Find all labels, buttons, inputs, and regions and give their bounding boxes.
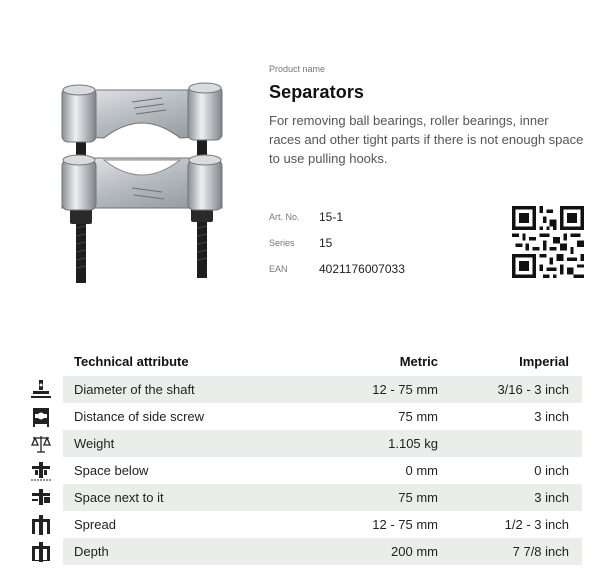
cell-attribute: Weight xyxy=(74,436,115,451)
cell-imperial: 0 inch xyxy=(534,463,569,478)
ean-label: EAN xyxy=(269,264,288,274)
art-no-row xyxy=(269,204,405,230)
space-next-icon xyxy=(30,487,52,509)
table-row xyxy=(0,430,600,457)
table-row xyxy=(0,376,600,403)
cell-imperial: 7 7/8 inch xyxy=(512,544,569,559)
product-header xyxy=(269,64,589,168)
depth-icon xyxy=(30,541,52,563)
table-row xyxy=(0,484,600,511)
cell-metric: 12 - 75 mm xyxy=(372,382,438,397)
cell-metric: 12 - 75 mm xyxy=(372,517,438,532)
cell-metric: 200 mm xyxy=(391,544,438,559)
cell-metric: 1.105 kg xyxy=(388,436,438,451)
scale-icon xyxy=(30,433,52,455)
cell-imperial: 3 inch xyxy=(534,490,569,505)
art-no-value: 15-1 xyxy=(319,210,344,224)
cell-attribute: Diameter of the shaft xyxy=(74,382,195,397)
cell-attribute: Spread xyxy=(74,517,116,532)
product-meta xyxy=(269,204,405,282)
cell-attribute: Depth xyxy=(74,544,109,559)
cell-attribute: Space next to it xyxy=(74,490,164,505)
table-row xyxy=(0,457,600,484)
cell-imperial: 1/2 - 3 inch xyxy=(504,517,569,532)
product-title: Separators xyxy=(269,82,365,102)
art-no-label: Art. No. xyxy=(269,212,300,222)
header-attribute: Technical attribute xyxy=(74,354,189,369)
side-screw-distance-icon xyxy=(30,406,52,428)
table-header xyxy=(0,348,600,376)
shaft-diameter-icon xyxy=(30,379,52,401)
series-value: 15 xyxy=(319,236,333,250)
ean-row xyxy=(269,256,405,282)
cell-attribute: Space below xyxy=(74,463,149,478)
cell-metric: 0 mm xyxy=(405,463,438,478)
product-name-label: Product name xyxy=(269,64,326,74)
cell-metric: 75 mm xyxy=(398,490,438,505)
separator-tool-image xyxy=(52,68,232,290)
table-row xyxy=(0,511,600,538)
header-imperial: Imperial xyxy=(519,354,569,369)
ean-value: 4021176007033 xyxy=(319,262,405,276)
table-row xyxy=(0,403,600,430)
series-label: Series xyxy=(269,238,295,248)
header-metric: Metric xyxy=(399,354,438,369)
cell-metric: 75 mm xyxy=(398,409,438,424)
space-below-icon xyxy=(30,460,52,482)
cell-imperial: 3/16 - 3 inch xyxy=(497,382,569,397)
cell-imperial: 3 inch xyxy=(534,409,569,424)
table-row xyxy=(0,538,600,565)
product-description: For removing ball bearings, roller bearings, inner races and other tight parts if there is not enough space to use pulling hooks. xyxy=(269,113,584,166)
technical-table xyxy=(0,348,600,565)
spread-icon xyxy=(30,514,52,536)
series-row xyxy=(269,230,405,256)
cell-attribute: Distance of side screw xyxy=(74,409,205,424)
qr-code xyxy=(512,206,584,278)
